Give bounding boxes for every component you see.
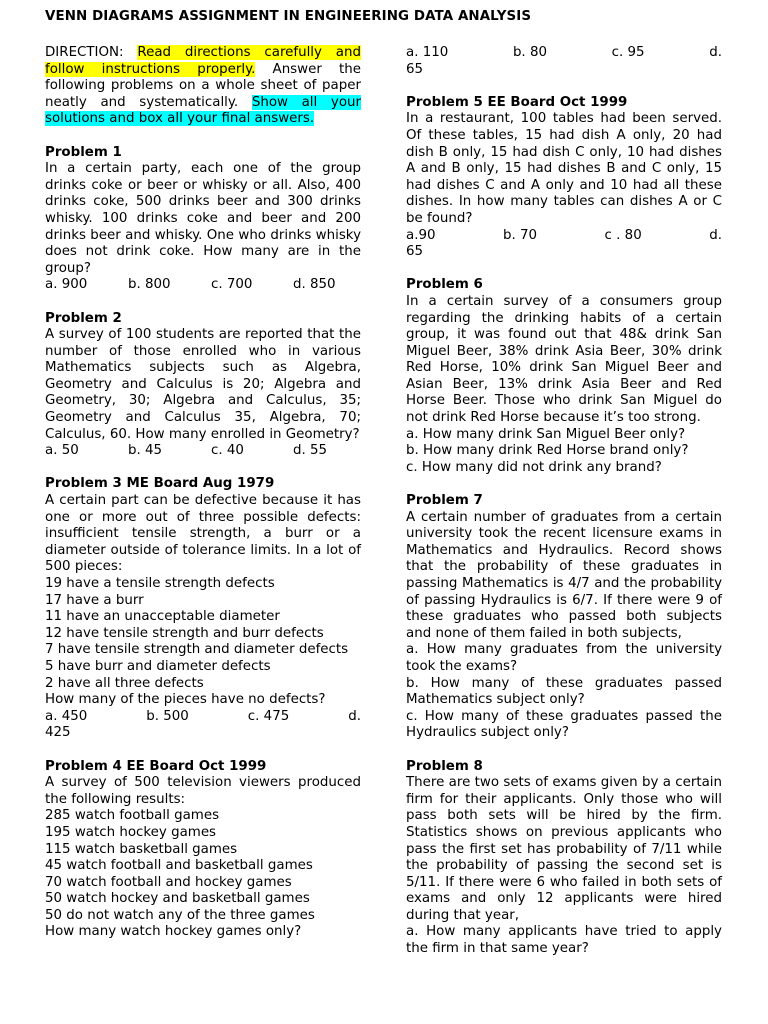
choice-c: c. 40 <box>211 443 244 459</box>
problem-text: A survey of 500 television viewers produced the following results: <box>45 775 361 807</box>
data-line: 17 have a burr <box>45 592 144 608</box>
problem-5 <box>406 95 722 261</box>
direction-highlight-solutions: Show all your solutions and box all your final answers. <box>45 94 362 127</box>
data-line: 5 have burr and diameter defects <box>45 658 271 674</box>
problem-7 <box>406 493 722 742</box>
choice-a: a. 110 <box>406 45 449 60</box>
problem-heading: Problem 6 <box>406 277 483 293</box>
data-line: 7 have tensile strength and diameter defects <box>45 642 349 658</box>
choice-c: c. 475 <box>247 708 290 724</box>
problem-heading: Problem 2 <box>45 310 122 326</box>
choice-a: a.90 <box>406 227 436 243</box>
problem-heading: Problem 7 <box>406 493 483 509</box>
answer-choices <box>45 277 361 294</box>
direction-label: DIRECTION: <box>45 45 138 60</box>
choice-b: b. 80 <box>512 45 547 60</box>
question-line: How many of the pieces have no defects? <box>45 692 326 708</box>
choice-d: d. <box>709 45 722 60</box>
problem-3 <box>45 476 361 742</box>
data-line: 12 have tensile strength and burr defects <box>45 625 324 641</box>
problem-8 <box>406 759 722 958</box>
choice-c: c . 80 <box>604 227 642 243</box>
problem-heading: Problem 5 EE Board Oct 1999 <box>406 94 628 110</box>
answer-choices <box>45 709 361 726</box>
data-line: 11 have an unacceptable diameter <box>45 609 280 625</box>
choice-a: a. 900 <box>45 277 88 293</box>
answer-choices <box>45 443 361 460</box>
data-line: 45 watch football and basketball games <box>45 858 313 874</box>
problem-heading: Problem 8 <box>406 758 483 774</box>
data-line: 115 watch basketball games <box>45 841 238 857</box>
left-column <box>45 45 361 958</box>
choice-b: b. 45 <box>128 443 163 459</box>
problem-heading: Problem 4 EE Board Oct 1999 <box>45 758 267 774</box>
sub-question: b. How many drink Red Horse brand only? <box>406 443 689 459</box>
choice-d: d. 850 <box>293 277 336 293</box>
data-line: 285 watch football games <box>45 808 220 824</box>
choice-d: d. <box>348 708 361 724</box>
choice-d: d. 55 <box>293 443 328 459</box>
problem-text: In a certain party, each one of the group drinks coke or beer or whisky or all. Also, 400 drinks coke, 500 drinks beer and 300 drinks whisky. 100 drinks coke and beer and 200 drinks beer and whisky. One who drinks whisky does not drink coke. How many are in the group? <box>45 161 361 276</box>
choice-d: d. <box>709 227 722 243</box>
sub-question: b. How many of these graduates passed Mathematics subject only? <box>406 675 722 708</box>
sub-question: a. How many applicants have tried to apply the firm in that same year? <box>406 924 722 957</box>
choice-a: a. 450 <box>45 708 88 724</box>
choice-c: c. 700 <box>211 277 253 293</box>
problem-6 <box>406 277 722 476</box>
problem-text: A certain part can be defective because it has one or more out of three possible defects: insufficient tensile strength, a burr or a diameter outside of tolerance limits. In a lot of 500 pieces: <box>45 493 361 575</box>
direction-body: Answer the following problems on a whole sheet of paper neatly and systematically. <box>45 61 361 110</box>
data-line: 195 watch hockey games <box>45 824 217 840</box>
problem-2 <box>45 311 361 460</box>
document-title: VENN DIAGRAMS ASSIGNMENT IN ENGINEERING DATA ANALYSIS <box>45 9 532 24</box>
problem-text: A certain number of graduates from a certain university took the recent licensure exams in Mathematics and Hydraulics. Record shows that the probability of these graduates in passing Mathematics is 4/7 and the probability of passing Hydraulics is 6/7. If there were 9 of these graduates who passed both subjects and none of them failed in both subjects, <box>406 509 722 641</box>
problem-text: A survey of 100 students are reported that the number of those enrolled who in various Mathematics subjects such as Algebra, Geometry and Calculus is 20; Algebra and Geometry, 30; Algebra and Calculus, 35; Geometry and Calculus 35, Algebra, 70; Calculus, 60. How many enrolled in Geometry? <box>45 327 361 442</box>
problem-text: In a certain survey of a consumers group regarding the drinking habits of a certain group, it was found out that 48& drink San Miguel Beer, 38% drink Asia Beer, 30% drink Red Horse, 10% drink San Miguel Beer and Asian Beer, 13% drink Asia Beer and Red Horse Beer. Those who drink San Miguel do not drink Red Horse because it’s too strong. <box>406 293 722 426</box>
choice-d-value: 65 <box>406 61 424 77</box>
right-column <box>406 45 722 974</box>
problem-text: There are two sets of exams given by a certain firm for their applicants. Only those who will pass both sets will be hired by the firm. Statistics shows on previous applicants who pass the first set has probability of 7/11 while the probability of passing the second set is 5/11. If there were 6 who failed in both sets of exams and only 12 applicants were hired during that year, <box>406 775 722 923</box>
problem-4-choices <box>406 45 722 78</box>
choice-b: b. 70 <box>503 227 538 243</box>
data-line: 19 have a tensile strength defects <box>45 576 275 591</box>
choice-b: b. 800 <box>128 277 171 293</box>
answer-choices <box>406 45 722 62</box>
sub-question: a. How many graduates from the university took the exams? <box>406 642 722 674</box>
problem-1 <box>45 145 361 294</box>
direction-paragraph <box>45 45 361 128</box>
data-line: 50 watch hockey and basketball games <box>45 891 310 907</box>
problem-text: In a restaurant, 100 tables had been served. Of these tables, 15 had dish A only, 20 had dish B only, 15 had dish C only, 10 had dishes A and B only, 15 had dishes B and C only, 15 had dishes C and A only and 10 had all these dishes. In how many tables can dishes A or C be found? <box>406 111 722 226</box>
problem-4 <box>45 759 361 942</box>
data-line: 70 watch football and hockey games <box>45 874 292 890</box>
problem-heading: Problem 1 <box>45 144 122 160</box>
sub-question: c. How many of these graduates passed the Hydraulics subject only? <box>406 708 722 741</box>
direction-highlight-read: Read directions carefully and follow instructions properly. <box>45 45 361 77</box>
answer-choices <box>406 228 722 245</box>
problem-heading: Problem 3 ME Board Aug 1979 <box>45 476 275 492</box>
choice-d-value: 65 <box>406 244 424 260</box>
sub-question: a. How many drink San Miguel Beer only? <box>406 426 686 442</box>
question-line: How many watch hockey games only? <box>45 924 302 940</box>
sub-question: c. How many did not drink any brand? <box>406 459 662 475</box>
choice-b: b. 500 <box>146 708 189 724</box>
choice-a: a. 50 <box>45 443 79 459</box>
choice-d-value: 425 <box>45 725 71 741</box>
data-line: 2 have all three defects <box>45 675 204 691</box>
choice-c: c. 95 <box>611 45 645 60</box>
data-line: 50 do not watch any of the three games <box>45 907 315 923</box>
